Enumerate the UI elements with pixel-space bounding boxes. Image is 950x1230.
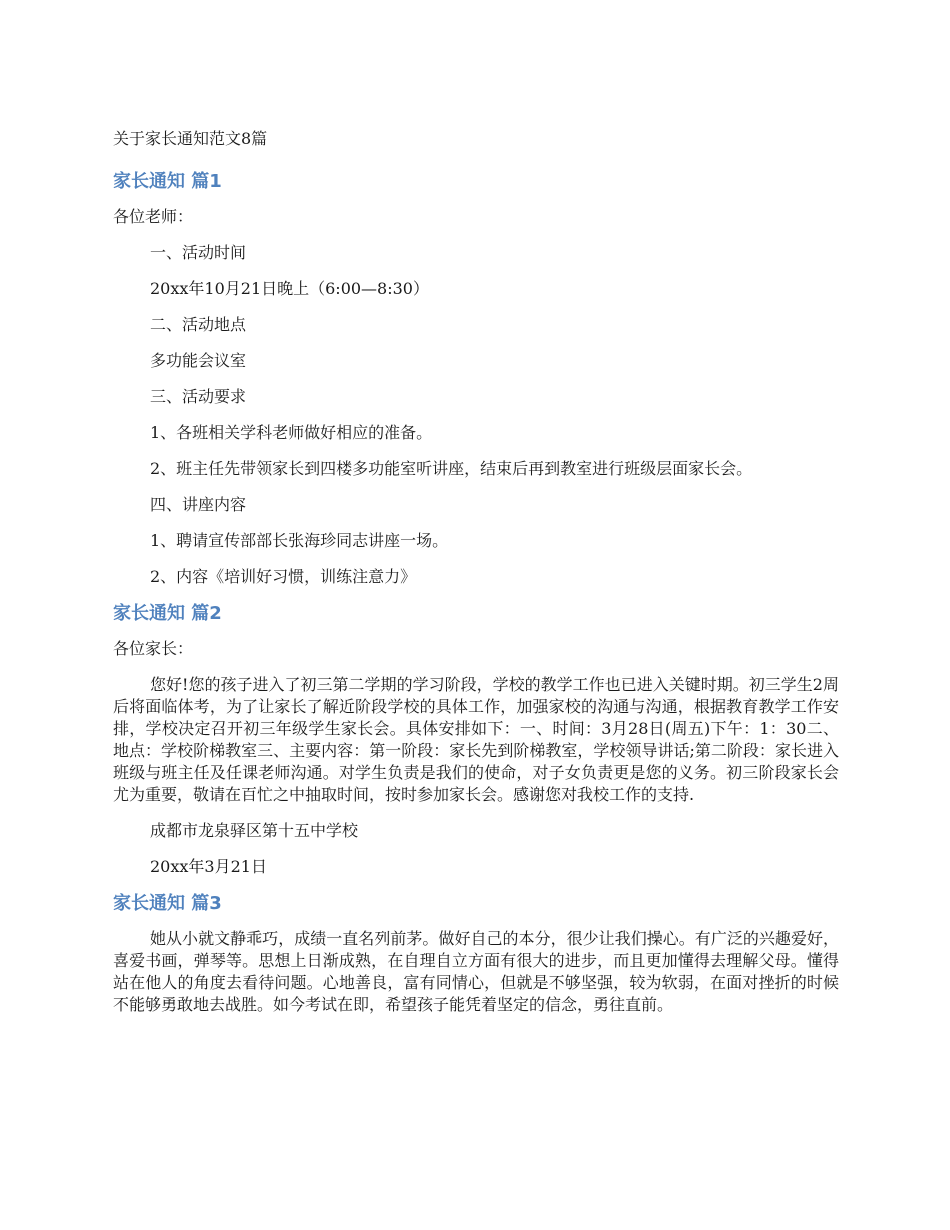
paragraph: 三、活动要求 bbox=[150, 387, 247, 406]
document-title: 关于家长通知范文8篇 bbox=[113, 129, 268, 148]
paragraph: 她从小就文静乖巧，成绩一直名列前茅。做好自己的本分，很少让我们操心。有广泛的兴趣爱好，喜爱书画，弹琴等。思想上日渐成熟，在自理自立方面有很大的进步，而且更加懂得去理解父母。懂得站在他人的角度去看待问题。心地善良，富有同情心，但就是不够坚强，较为软弱，在面对挫折的时候不能够勇敢地去战胜。如今考试在即，希望孩子能凭着坚定的信念，勇往直前。 bbox=[113, 929, 839, 1014]
paragraph: 1、各班相关学科老师做好相应的准备。 bbox=[150, 423, 433, 442]
section-heading-2: 家长通知 篇2 bbox=[113, 603, 222, 624]
section-heading-3: 家长通知 篇3 bbox=[113, 893, 222, 914]
paragraph: 1、聘请宣传部部长张海珍同志讲座一场。 bbox=[150, 531, 449, 550]
paragraph: 2、内容《培训好习惯，训练注意力》 bbox=[150, 567, 417, 586]
paragraph: 多功能会议室 bbox=[150, 351, 247, 370]
paragraph: 一、活动时间 bbox=[150, 243, 247, 262]
paragraph: 四、讲座内容 bbox=[150, 495, 247, 514]
paragraph: 20xx年10月21日晚上（6:00—8:30） bbox=[150, 279, 429, 298]
salutation: 各位家长： bbox=[113, 639, 194, 658]
paragraph: 2、班主任先带领家长到四楼多功能室听讲座，结束后再到教室进行班级层面家长会。 bbox=[150, 459, 753, 478]
paragraph: 二、活动地点 bbox=[150, 315, 247, 334]
paragraph: 您好!您的孩子进入了初三第二学期的学习阶段，学校的教学工作也已进入关键时期。初三学生2周后将面临体考，为了让家长了解近阶段学校的具体工作，加强家校的沟通与沟通，根据教育教学工作安排，学校决定召开初三年级学生家长会。具体安排如下：一、时间：3月28日(周五)下午：1：30二、地点：学校阶梯教室三、主要内容：第一阶段：家长先到阶梯教室，学校领导讲话;第二阶段：家长进入班级与班主任及任课老师沟通。对学生负责是我们的使命，对子女负责更是您的义务。初三阶段家长会尤为重要，敬请在百忙之中抽取时间，按时参加家长会。感谢您对我校工作的支持. bbox=[113, 675, 839, 804]
section-heading-1: 家长通知 篇1 bbox=[113, 171, 222, 192]
document-page bbox=[113, 120, 839, 1016]
signature-date: 20xx年3月21日 bbox=[150, 857, 267, 876]
salutation: 各位老师： bbox=[113, 207, 194, 226]
signature-school: 成都市龙泉驿区第十五中学校 bbox=[150, 821, 359, 840]
